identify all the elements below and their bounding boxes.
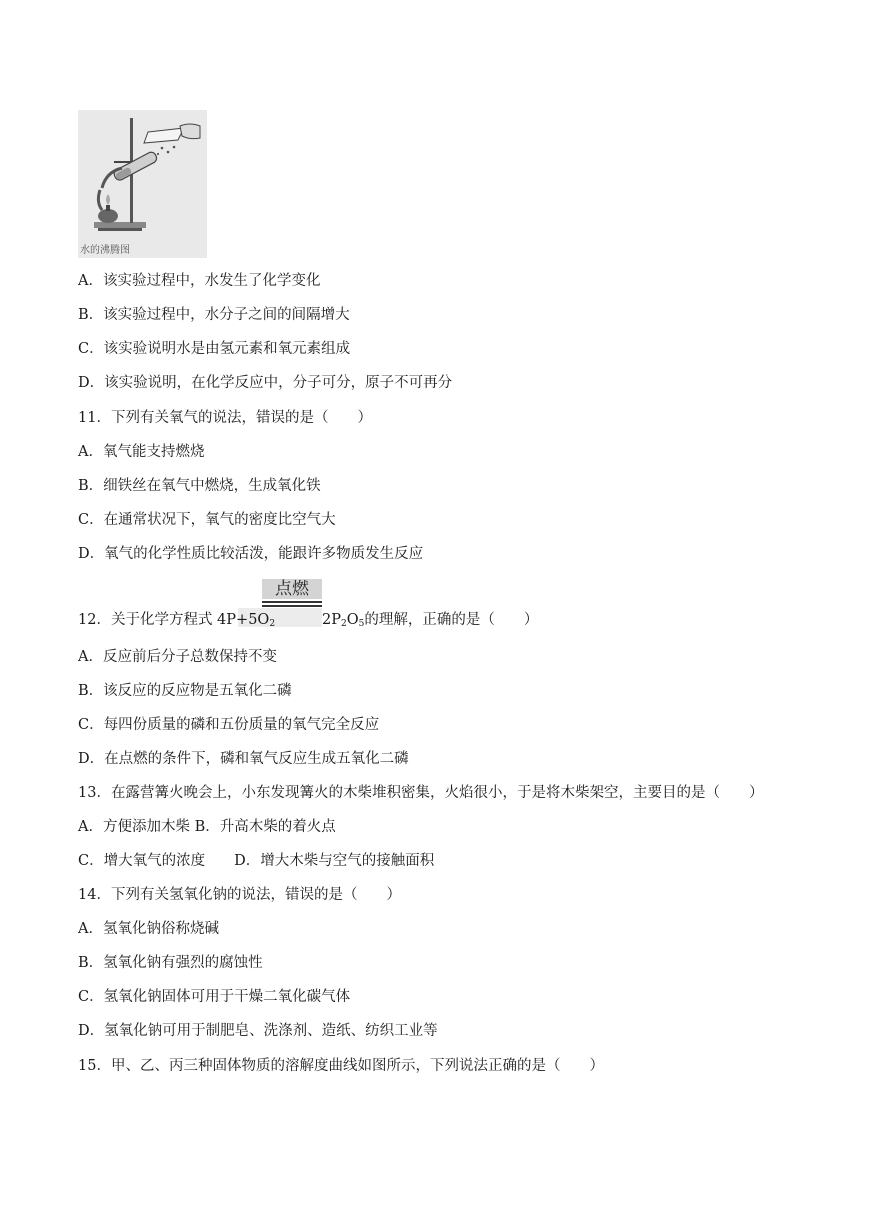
hand (180, 124, 200, 139)
q14-stem: 14．下列有关氢氧化钠的说法，错误的是（ ） (78, 887, 401, 903)
q12-option-a: A．反应前后分子总数保持不变 (78, 649, 277, 665)
q12-stem-prefix: 12．关于化学方程式 4P+5O (78, 612, 270, 628)
q15-stem: 15．甲、乙、丙三种固体物质的溶解度曲线如图所示，下列说法正确的是（ ） (78, 1058, 604, 1074)
boiling-water-figure (78, 110, 207, 258)
q12-product-prefix: 2P (322, 612, 341, 628)
q11-option-b: B．细铁丝在氧气中燃烧，生成氧化铁 (78, 478, 321, 494)
q13-options-line2: C．增大氧气的浓度 D．增大木柴与空气的接触面积 (78, 853, 435, 869)
stand-foot (98, 228, 142, 231)
equals-bar-top (262, 601, 322, 603)
q11-option-a: A．氧气能支持燃烧 (78, 444, 205, 460)
q12-sub-p: 2 (340, 619, 347, 629)
q12-stem-suffix: 的理解，正确的是（ ） (364, 612, 539, 628)
q14-option-a: A．氢氧化钠俗称烧碱 (78, 921, 219, 937)
q12-sub-o2: 2 (269, 619, 276, 629)
flame (106, 194, 110, 205)
glass-plate (144, 128, 184, 143)
q14-option-b: B．氢氧化钠有强烈的腐蚀性 (78, 955, 263, 971)
q12-option-d: D．在点燃的条件下，磷和氧气反应生成五氧化二磷 (78, 751, 409, 767)
apparatus-drawing (78, 110, 207, 258)
q14-option-d: D．氢氧化钠可用于制肥皂、洗涤剂、造纸、纺织工业等 (78, 1023, 438, 1039)
alcohol-lamp (98, 209, 118, 223)
equals-bar-bottom (262, 605, 322, 607)
q14-option-c: C．氢氧化钠固体可用于干燥二氧化碳气体 (78, 989, 351, 1005)
figure-caption: 水的沸腾图 (80, 245, 130, 256)
q12-option-b: B．该反应的反应物是五氧化二磷 (78, 683, 292, 699)
q12-stem-right (322, 610, 538, 634)
test-tube (113, 150, 159, 181)
q10-option-c: C．该实验说明水是由氢元素和氧元素组成 (78, 341, 351, 357)
q13-stem: 13．在露营篝火晚会上，小东发现篝火的木柴堆积密集，火焰很小，于是将木柴架空，主要目的是（ ） (78, 785, 764, 801)
q12-sub-o: 5 (358, 619, 365, 629)
q11-option-d: D．氧气的化学性质比较活泼，能跟许多物质发生反应 (78, 546, 424, 562)
q11-stem: 11．下列有关氧气的说法，错误的是（ ） (78, 410, 372, 426)
q13-options-line1: A．方便添加木柴 B．升高木柴的着火点 (78, 819, 336, 835)
q12-stem-left (78, 610, 275, 634)
reaction-condition: 点燃 (262, 579, 322, 599)
q10-option-b: B．该实验过程中，水分子之间的间隔增大 (78, 307, 350, 323)
q12-product-mid: O (346, 612, 359, 628)
q10-option-a: A．该实验过程中，水发生了化学变化 (78, 273, 321, 289)
q12-option-c: C．每四份质量的磷和五份质量的氧气完全反应 (78, 717, 380, 733)
stand-base (94, 222, 146, 228)
q11-option-c: C．在通常状况下，氧气的密度比空气大 (78, 512, 336, 528)
q10-option-d: D．该实验说明，在化学反应中，分子可分，原子不可再分 (78, 375, 453, 391)
